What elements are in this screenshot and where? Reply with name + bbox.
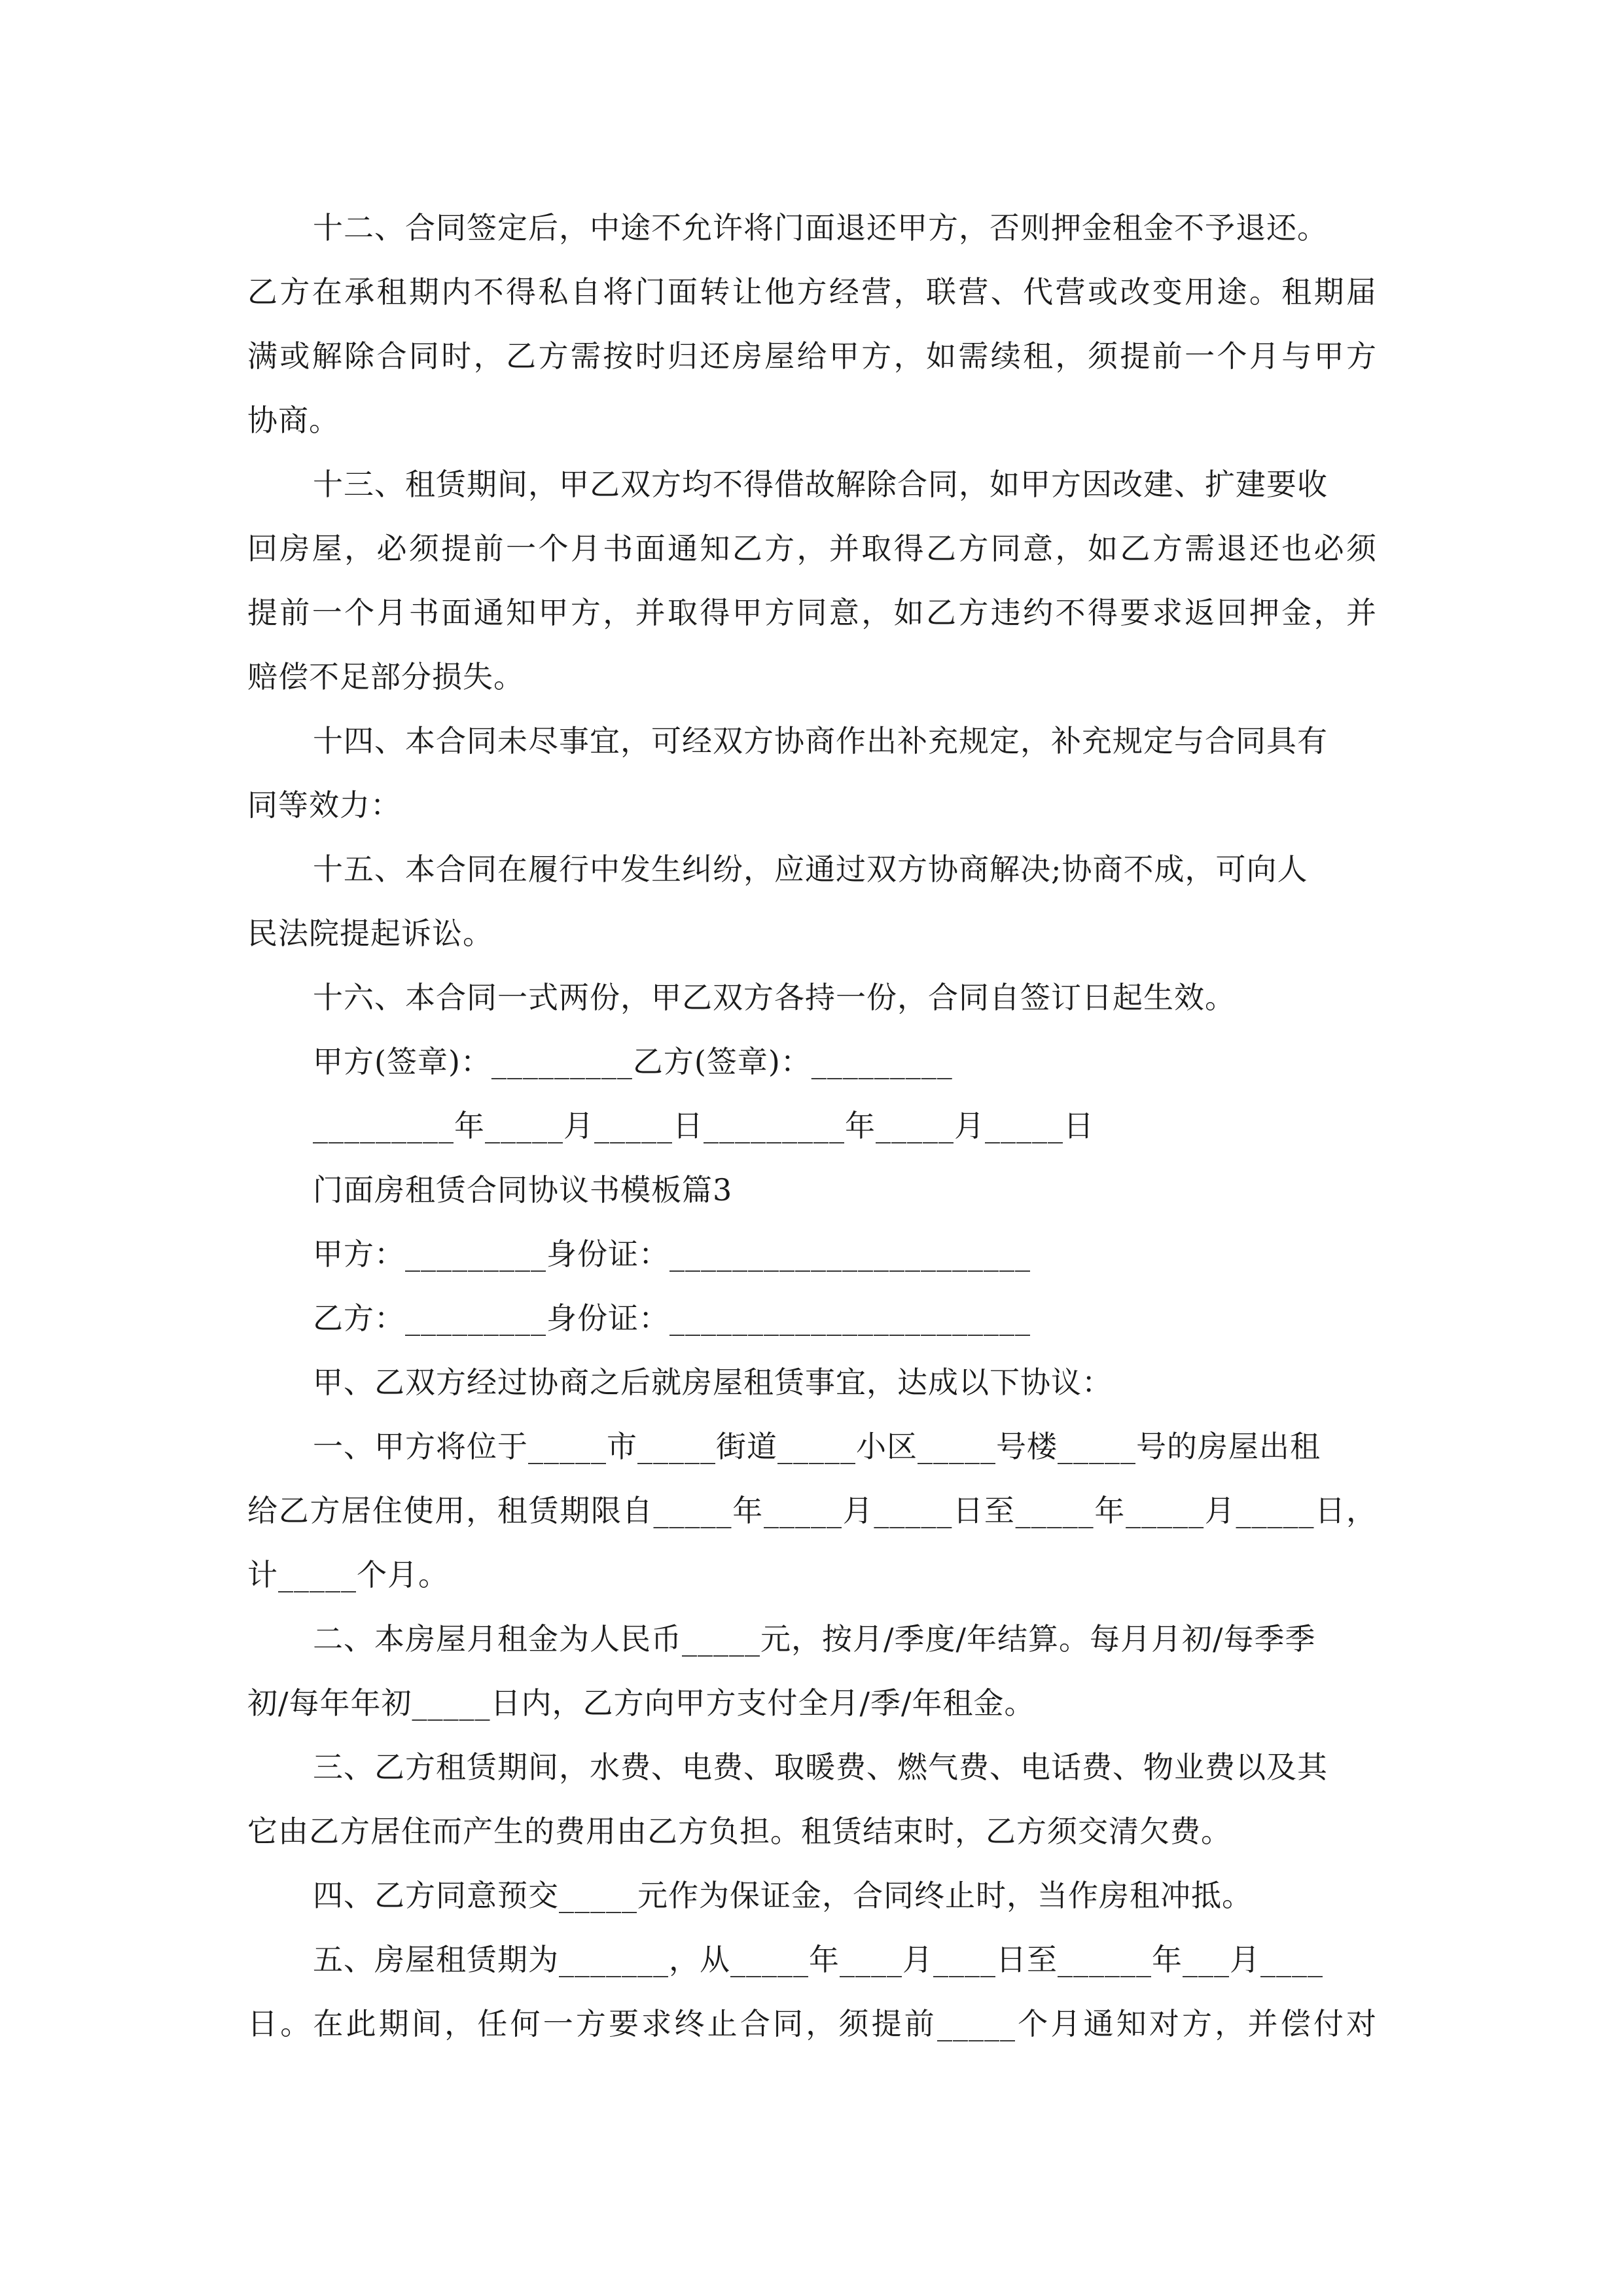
party-a-line: 甲方：_________身份证：_______________________ <box>313 1236 1031 1272</box>
paragraph-12-line-4: 协商。 <box>247 403 340 438</box>
paragraph-12-line-2: 乙方在承租期内不得私自将门面转让他方经营，联营、代营或改变用途。租期届 <box>247 274 1377 310</box>
paragraph-12-line-3: 满或解除合同时，乙方需按时归还房屋给甲方，如需续租，须提前一个月与甲方 <box>247 338 1377 374</box>
clause-3-line-2: 它由乙方居住而产生的费用由乙方负担。租赁结束时，乙方须交清欠费。 <box>247 1814 1232 1849</box>
clause-1-line-2: 给乙方居住使用，租赁期限自_____年_____月_____日至_____年_____月_____日， <box>247 1493 1378 1528</box>
agreement-intro: 甲、乙双方经过协商之后就房屋租赁事宜，达成以下协议： <box>313 1365 1113 1400</box>
section-title: 门面房租赁合同协议书模板篇3 <box>313 1172 733 1208</box>
paragraph-15-line-2: 民法院提起诉讼。 <box>247 916 493 951</box>
paragraph-13-line-1: 十三、租赁期间，甲乙双方均不得借故解除合同，如甲方因改建、扩建要收 <box>313 467 1328 502</box>
date-line: _________年_____月_____日_________年_____月_____日 <box>313 1108 1094 1143</box>
clause-4: 四、乙方同意预交_____元作为保证金，合同终止时，当作房租冲抵。 <box>313 1878 1253 1913</box>
clause-2-line-2: 初/每年年初_____日内，乙方向甲方支付全月/季/年租金。 <box>247 1685 1035 1721</box>
paragraph-14-line-2: 同等效力： <box>247 787 401 823</box>
paragraph-12-line-1: 十二、合同签定后，中途不允许将门面退还甲方，否则押金租金不予退还。 <box>313 210 1328 245</box>
paragraph-13-line-2: 回房屋，必须提前一个月书面通知乙方，并取得乙方同意，如乙方需退还也必须 <box>247 531 1377 566</box>
paragraph-16: 十六、本合同一式两份，甲乙双方各持一份，合同自签订日起生效。 <box>313 980 1236 1015</box>
clause-2-line-1: 二、本房屋月租金为人民币_____元，按月/季度/年结算。每月月初/每季季 <box>313 1621 1316 1657</box>
paragraph-14-line-1: 十四、本合同未尽事宜，可经双方协商作出补充规定，补充规定与合同具有 <box>313 723 1328 759</box>
clause-3-line-1: 三、乙方租赁期间，水费、电费、取暖费、燃气费、电话费、物业费以及其 <box>313 1749 1328 1785</box>
paragraph-13-line-3: 提前一个月书面通知甲方，并取得甲方同意，如乙方违约不得要求返回押金，并 <box>247 595 1377 630</box>
paragraph-13-line-4: 赔偿不足部分损失。 <box>247 659 524 694</box>
paragraph-15-line-1: 十五、本合同在履行中发生纠纷，应通过双方协商解决;协商不成，可向人 <box>313 852 1308 887</box>
clause-1-line-1: 一、甲方将位于_____市_____街道_____小区_____号楼_____号的房屋出租 <box>313 1429 1321 1464</box>
clause-5-line-2: 日。在此期间，任何一方要求终止合同，须提前_____个月通知对方，并偿付对 <box>247 2006 1377 2041</box>
party-b-line: 乙方：_________身份证：_______________________ <box>313 1300 1031 1336</box>
clause-1-line-3: 计_____个月。 <box>247 1557 449 1592</box>
clause-5-line-1: 五、房屋租赁期为_______，从_____年____月____日至______年___月____ <box>313 1942 1323 1977</box>
signature-line: 甲方(签章)：_________乙方(签章)：_________ <box>313 1044 953 1079</box>
